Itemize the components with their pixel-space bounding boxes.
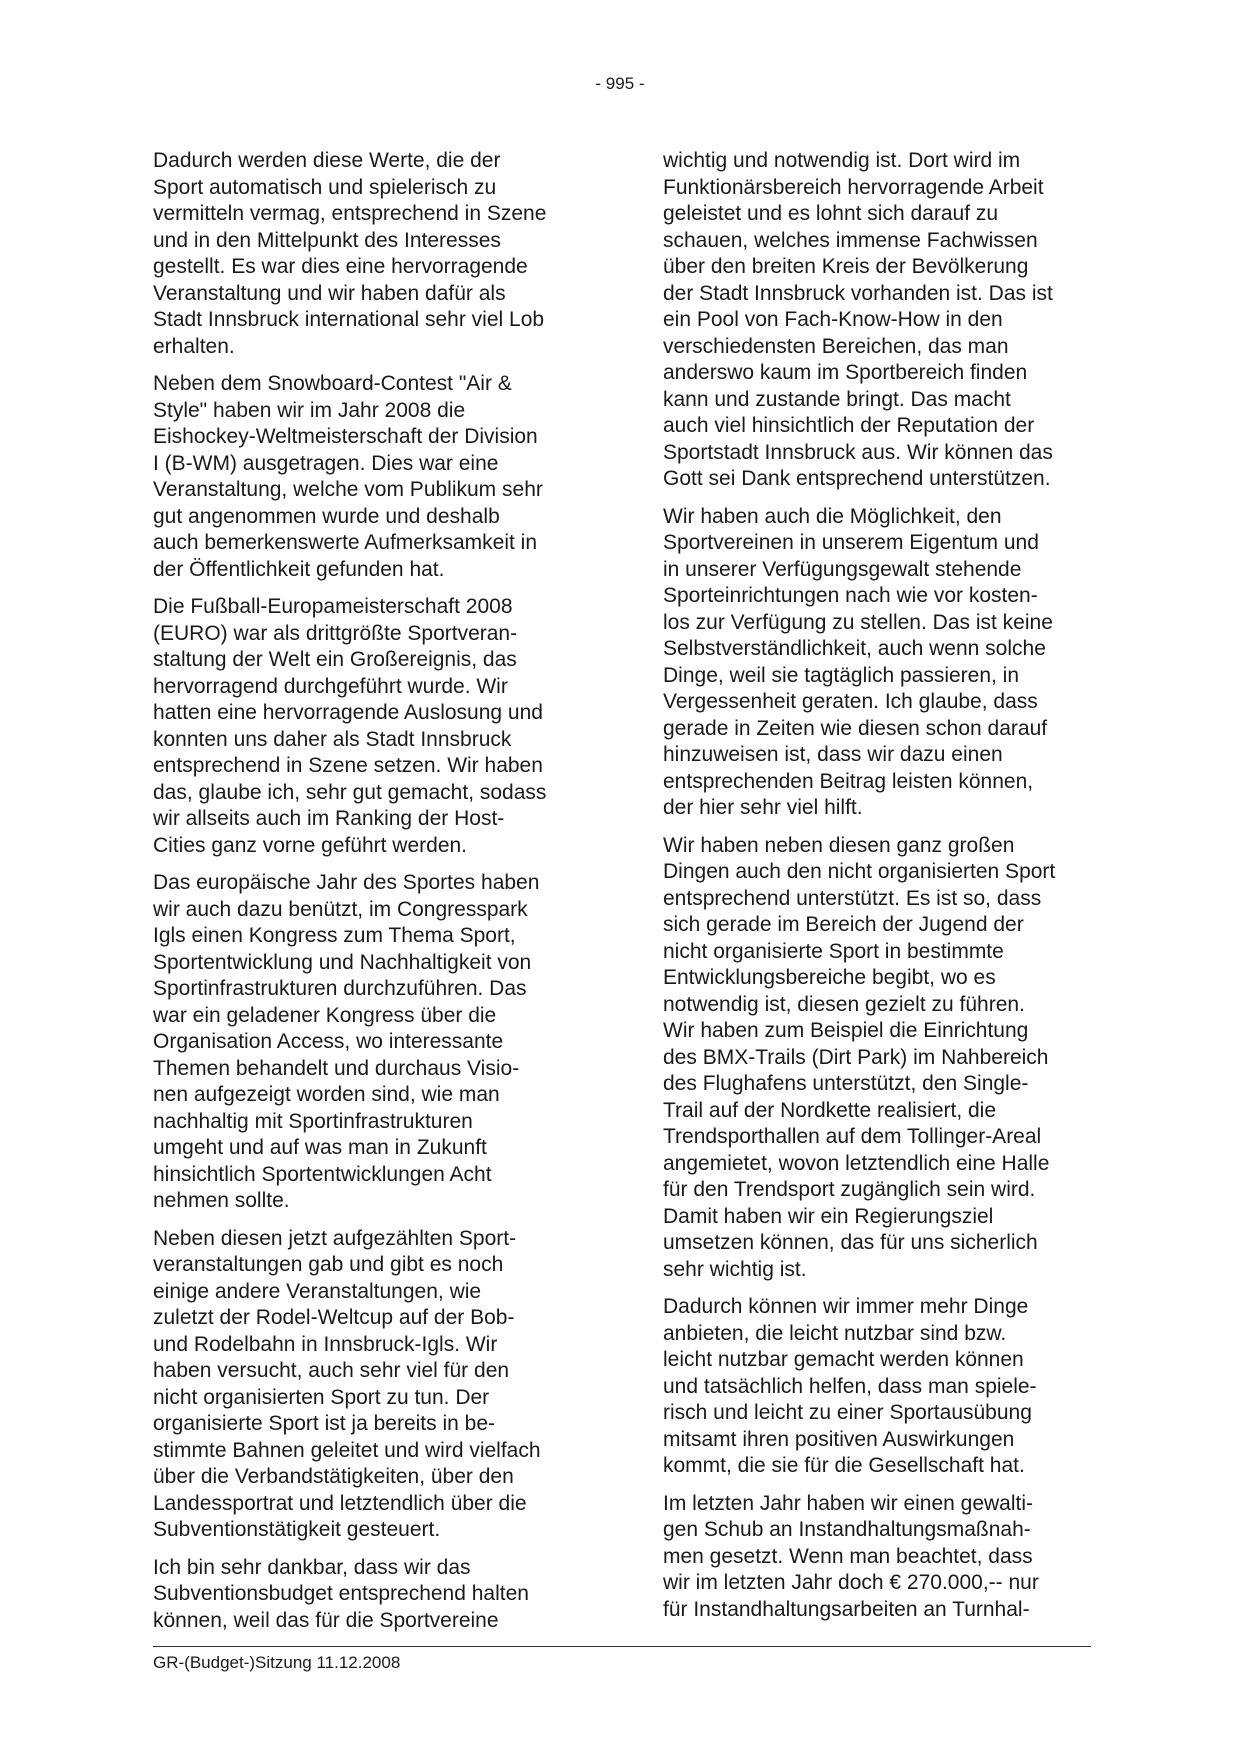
text-line: Wir haben auch die Möglichkeit, den: [663, 504, 1002, 528]
paragraph: [153, 371, 601, 583]
text-line: Sport automatisch und spielerisch zu: [153, 175, 497, 199]
footer-divider: [153, 1646, 1091, 1647]
text-line: Funktionärsbereich hervorragende Arbeit: [663, 175, 1044, 199]
text-line: leicht nutzbar gemacht werden können: [663, 1348, 1024, 1371]
text-line: einige andere Veranstaltungen, wie: [153, 1279, 482, 1303]
text-line: mitsamt ihren positiven Auswirkungen: [663, 1427, 1015, 1451]
text-line: Sportentwicklung und Nachhaltigkeit von: [153, 950, 532, 974]
text-line: vermitteln vermag, entsprechend in Szene: [153, 202, 547, 225]
text-line: men gesetzt. Wenn man beachtet, dass: [663, 1544, 1033, 1568]
text-line: entsprechend in Szene setzen. Wir haben: [153, 754, 543, 777]
text-line: für Instandhaltungsarbeiten an Turnhal-: [663, 1597, 1030, 1621]
text-line: Vergessenheit geraten. Ich glaube, dass: [663, 690, 1038, 713]
text-line: Dingen auch den nicht organisierten Sport: [663, 860, 1056, 883]
text-line: Trendsporthallen auf dem Tollinger-Areal: [663, 1125, 1042, 1148]
text-line: erhalten.: [153, 334, 235, 358]
text-line: hervorragend durchgeführt wurde. Wir: [153, 674, 508, 698]
text-line: Cities ganz vorne geführt werden.: [153, 833, 468, 857]
paragraph: [663, 1294, 1111, 1480]
text-line: Neben diesen jetzt aufgezählten Sport-: [153, 1226, 517, 1250]
paragraph: [153, 148, 601, 360]
paragraph: [153, 1226, 601, 1544]
text-line: hinzuweisen ist, dass wir dazu einen: [663, 743, 1003, 766]
text-line: Trail auf der Nordkette realisiert, die: [663, 1098, 997, 1122]
text-line: der hier sehr viel hilft.: [663, 796, 863, 819]
text-line: das, glaube ich, sehr gut gemacht, sodass: [153, 780, 547, 804]
text-line: können, weil das für die Sportvereine: [153, 1608, 499, 1632]
text-line: Veranstaltung, welche vom Publikum sehr: [153, 478, 543, 501]
text-line: geleistet und es lohnt sich darauf zu: [663, 202, 999, 225]
text-line: ein Pool von Fach-Know-How in den: [663, 308, 1003, 331]
text-line: konnten uns daher als Stadt Innsbruck: [153, 727, 512, 751]
text-line: veranstaltungen gab und gibt es noch: [153, 1253, 504, 1276]
text-line: wir allseits auch im Ranking der Host-: [153, 807, 505, 830]
text-line: umgeht und auf was man in Zukunft: [153, 1136, 487, 1159]
text-line: Gott sei Dank entsprechend unterstützen.: [663, 467, 1051, 490]
text-line: angemietet, wovon letztendlich eine Halle: [663, 1151, 1050, 1175]
text-line: gen Schub an Instandhaltungsmaßnah-: [663, 1518, 1031, 1541]
text-line: für den Trendsport zugänglich sein wird.: [663, 1178, 1036, 1201]
text-line: zuletzt der Rodel-Weltcup auf der Bob-: [153, 1306, 515, 1329]
text-line: Entwicklungsbereiche begibt, wo es: [663, 966, 996, 989]
text-line: risch und leicht zu einer Sportausübung: [663, 1401, 1032, 1424]
text-line: Eishockey-Weltmeisterschaft der Division: [153, 425, 538, 448]
text-line: wir auch dazu benützt, im Congresspark: [153, 897, 528, 921]
text-line: gestellt. Es war dies eine hervorragende: [153, 255, 528, 278]
page-number: - 995 -: [595, 74, 645, 93]
text-line: über die Verbandstätigkeiten, über den: [153, 1465, 514, 1488]
text-line: nicht organisierte Sport in bestimmte: [663, 939, 1004, 963]
text-line: Sportvereinen in unserem Eigentum und: [663, 531, 1039, 554]
text-line: Neben dem Snowboard-Contest "Air &: [153, 372, 512, 395]
text-line: organisierte Sport ist ja bereits in be-: [153, 1412, 495, 1435]
text-line: nachhaltig mit Sportinfrastrukturen: [153, 1109, 473, 1133]
text-line: wichtig und notwendig ist. Dort wird im: [663, 149, 1021, 172]
text-line: Ich bin sehr dankbar, dass wir das: [153, 1555, 471, 1579]
text-line: haben versucht, auch sehr viel für den: [153, 1359, 510, 1382]
text-line: notwendig ist, diesen gezielt zu führen.: [663, 992, 1025, 1016]
text-line: umsetzen können, das für uns sicherlich: [663, 1231, 1038, 1254]
text-line: anbieten, die leicht nutzbar sind bzw.: [663, 1321, 1007, 1345]
text-line: sich gerade im Bereich der Jugend der: [663, 913, 1024, 936]
text-line: über den breiten Kreis der Bevölkerung: [663, 255, 1029, 278]
text-line: nen aufgezeigt worden sind, wie man: [153, 1083, 500, 1106]
text-line: entsprechend unterstützt. Es ist so, dass: [663, 886, 1042, 910]
paragraph: [153, 594, 601, 859]
text-line: auch bemerkenswerte Aufmerksamkeit in: [153, 531, 537, 554]
text-line: los zur Verfügung zu stellen. Das ist keine: [663, 610, 1053, 634]
text-line: war ein geladener Kongress über die: [153, 1003, 497, 1027]
text-line: wir im letzten Jahr doch € 270.000,-- nur: [663, 1571, 1039, 1594]
text-line: Igls einen Kongress zum Thema Sport,: [153, 924, 516, 947]
text-line: in unserer Verfügungsgewalt stehende: [663, 557, 1022, 581]
text-line: schauen, welches immense Fachwissen: [663, 228, 1038, 252]
text-line: Sportinfrastrukturen durchzuführen. Das: [153, 977, 527, 1000]
text-line: des Flughafens unterstützt, den Single-: [663, 1072, 1029, 1095]
text-line: des BMX-Trails (Dirt Park) im Nahbereich: [663, 1045, 1049, 1069]
text-line: Sportstadt Innsbruck aus. Wir können das: [663, 440, 1053, 464]
text-line: kann und zustande bringt. Das macht: [663, 387, 1011, 411]
text-line: Stadt Innsbruck international sehr viel Lob: [153, 308, 545, 331]
text-line: hatten eine hervorragende Auslosung und: [153, 701, 543, 724]
paragraph: [663, 148, 1111, 493]
paragraph: [663, 504, 1111, 822]
text-line: Sporteinrichtungen nach wie vor kosten-: [663, 584, 1038, 607]
text-line: Themen behandelt und durchaus Visio-: [153, 1056, 520, 1080]
text-line: Style" haben wir im Jahr 2008 die: [153, 398, 466, 422]
text-line: Dinge, weil sie tagtäglich passieren, in: [663, 663, 1020, 687]
text-line: Im letzten Jahr haben wir einen gewalti-: [663, 1491, 1034, 1515]
text-line: Dadurch können wir immer mehr Dinge: [663, 1295, 1029, 1318]
footer-session-label: GR-(Budget-)Sitzung 11.12.2008: [153, 1653, 401, 1672]
text-line: Dadurch werden diese Werte, die der: [153, 149, 501, 172]
paragraph: [153, 1555, 601, 1635]
paragraph: [663, 833, 1111, 1284]
text-line: hinsichtlich Sportentwicklungen Acht: [153, 1162, 492, 1186]
text-line: und Rodelbahn in Innsbruck-Igls. Wir: [153, 1332, 498, 1356]
text-line: Wir haben zum Beispiel die Einrichtung: [663, 1019, 1029, 1042]
text-line: gut angenommen wurde und deshalb: [153, 504, 500, 528]
text-line: auch viel hinsichtlich der Reputation der: [663, 414, 1035, 437]
right-column: [663, 148, 1111, 1634]
paragraph: [153, 870, 601, 1215]
text-line: der Öffentlichkeit gefunden hat.: [153, 557, 445, 581]
text-line: nehmen sollte.: [153, 1189, 290, 1212]
text-line: Organisation Access, wo interessante: [153, 1030, 504, 1053]
text-line: Damit haben wir ein Regierungsziel: [663, 1204, 994, 1228]
paragraph: [663, 1491, 1111, 1624]
text-line: Die Fußball-Europameisterschaft 2008: [153, 595, 513, 618]
text-line: Subventionsbudget entsprechend halten: [153, 1582, 529, 1605]
text-line: Wir haben neben diesen ganz großen: [663, 833, 1015, 857]
text-line: Landessportrat und letztendlich über die: [153, 1491, 527, 1515]
text-line: stimmte Bahnen geleitet und wird vielfach: [153, 1438, 541, 1462]
text-line: und in den Mittelpunkt des Interesses: [153, 228, 501, 252]
text-line: verschiedensten Bereichen, das man: [663, 334, 1009, 358]
text-line: Das europäische Jahr des Sportes haben: [153, 871, 540, 894]
text-line: der Stadt Innsbruck vorhanden ist. Das ist: [663, 281, 1053, 305]
text-line: und tatsächlich helfen, dass man spiele-: [663, 1374, 1037, 1398]
text-line: sehr wichtig ist.: [663, 1257, 807, 1281]
text-line: anderswo kaum im Sportbereich finden: [663, 361, 1028, 384]
text-line: entsprechenden Beitrag leisten können,: [663, 769, 1034, 793]
text-line: staltung der Welt ein Großereignis, das: [153, 648, 517, 671]
text-line: Veranstaltung und wir haben dafür als: [153, 281, 506, 305]
text-line: (EURO) war als drittgrößte Sportveran-: [153, 621, 518, 645]
text-line: Subventionstätigkeit gesteuert.: [153, 1518, 441, 1541]
text-line: kommt, die sie für die Gesellschaft hat.: [663, 1454, 1025, 1477]
text-line: I (B-WM) ausgetragen. Dies war eine: [153, 451, 499, 475]
text-line: nicht organisierten Sport zu tun. Der: [153, 1385, 490, 1409]
text-line: Selbstverständlichkeit, auch wenn solche: [663, 637, 1046, 660]
text-line: gerade in Zeiten wie diesen schon darauf: [663, 716, 1048, 740]
left-column: [153, 148, 601, 1645]
